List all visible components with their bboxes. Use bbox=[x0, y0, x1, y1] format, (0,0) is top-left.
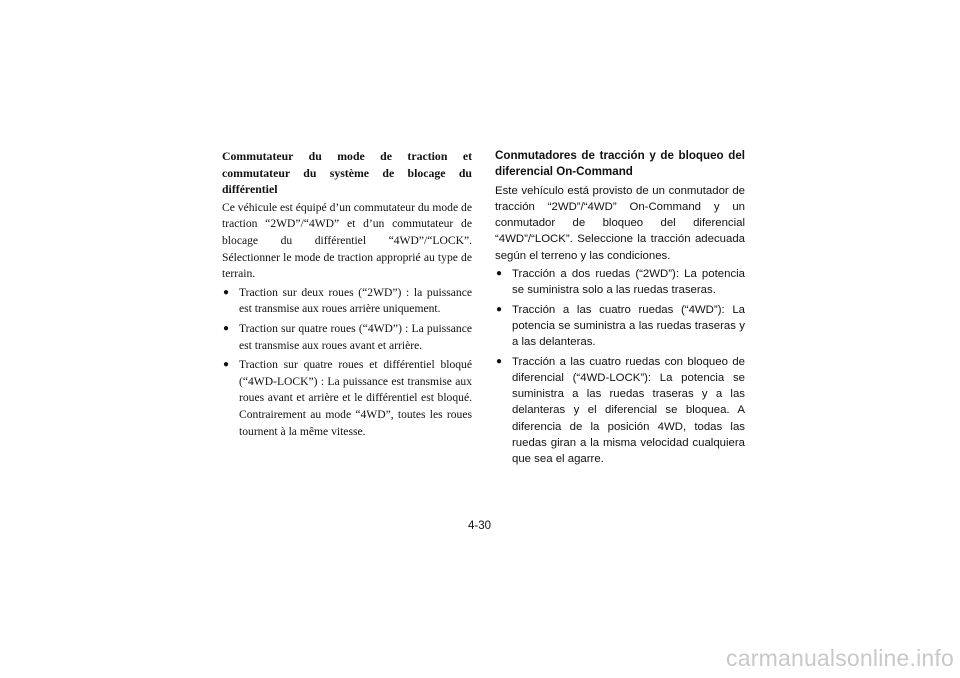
spanish-heading: Conmutadores de tracción y de bloqueo del diferencial On-Command bbox=[495, 149, 745, 179]
list-item bbox=[222, 285, 472, 318]
bullet-icon: ● bbox=[496, 303, 503, 315]
list-item bbox=[222, 321, 472, 354]
bullet-icon: ● bbox=[223, 286, 230, 298]
watermark[interactable]: carmanualsonline.info bbox=[726, 645, 954, 671]
bullet-icon: ● bbox=[496, 355, 503, 367]
page-number: 4-30 bbox=[468, 520, 492, 532]
bullet-text: Traction sur deux roues (“2WD”) : la puissance est transmise aux roues arrière uniquement. bbox=[239, 285, 472, 316]
bullet-text: Tracción a las cuatro ruedas (“4WD”): La potencia se suministra a las ruedas traseras y a las delanteras. bbox=[512, 303, 745, 349]
bullet-icon: ● bbox=[496, 268, 503, 280]
bullet-text: Tracción a las cuatro ruedas con bloqueo de diferencial (“4WD-LOCK”): La potencia se suministra a las ruedas traseras y a las delanteras y el diferencial se bloquea. A diferencia de la posición 4WD, todas las ruedas giran a la misma velocidad cualquiera que sea el agarre. bbox=[512, 355, 745, 466]
bullet-icon: ● bbox=[223, 322, 230, 334]
spanish-bullet-list bbox=[495, 266, 745, 468]
bullet-text: Traction sur quatre roues et différentiel bloqué (“4WD-LOCK”) : La puissance est transmise aux roues avant et arrière et le différentiel est bloqué. Contrairement au mode “4WD”, toutes les roues tournent à la même vitesse. bbox=[239, 358, 472, 438]
french-intro-paragraph: Ce véhicule est équipé d’un commutateur du mode de traction “2WD”/“4WD” et d’un commutateur de blocage du différentiel “4WD”/“LOCK”. Sélectionner le mode de traction approprié au type de terrain. bbox=[222, 200, 472, 281]
french-bullet-list bbox=[222, 285, 472, 440]
french-heading: Commutateur du mode de traction et commutateur du système de blocage du différentiel bbox=[222, 149, 472, 197]
bullet-icon: ● bbox=[223, 359, 230, 371]
list-item bbox=[495, 266, 745, 299]
french-column bbox=[222, 148, 472, 443]
bullet-text: Tracción a dos ruedas (“2WD”): La potencia se suministra solo a las ruedas traseras. bbox=[512, 268, 745, 297]
spanish-intro-paragraph: Este vehículo está provisto de un conmutador de tracción “2WD”/“4WD” On-Command y un conmutador de bloqueo del diferencial “4WD”/“LOCK”. Seleccione la tracción adecuada según el terreno y las condiciones. bbox=[495, 184, 745, 262]
list-item bbox=[495, 354, 745, 468]
spanish-column bbox=[495, 148, 745, 471]
bullet-text: Traction sur quatre roues (“4WD”) : La puissance est transmise aux roues avant et arrière. bbox=[239, 321, 472, 352]
list-item bbox=[495, 302, 745, 351]
list-item bbox=[222, 357, 472, 440]
